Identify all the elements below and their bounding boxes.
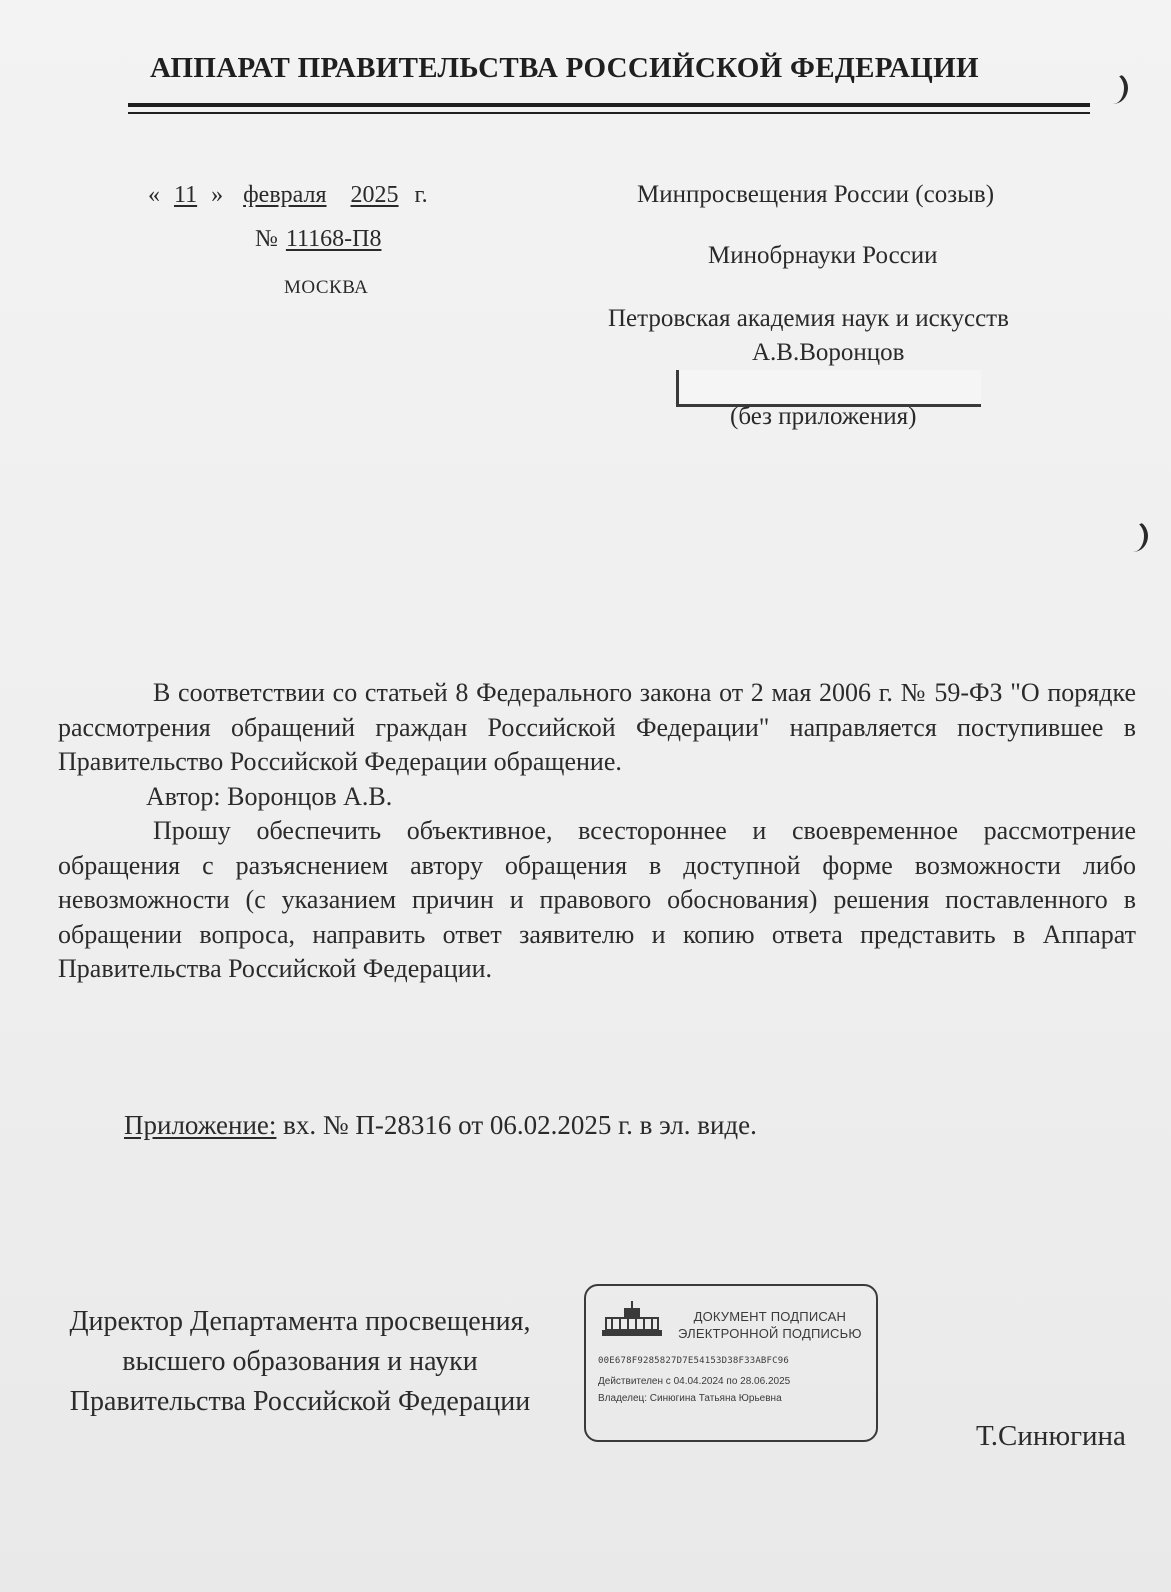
redacted-address-block xyxy=(676,370,981,407)
addressee-line: Минпросвещения России (созыв) xyxy=(637,181,995,208)
letter-body xyxy=(58,676,1136,987)
signer-name: Т.Синюгина xyxy=(976,1420,1126,1452)
stamp-validity: Действителен с 04.04.2024 по 28.06.2025 xyxy=(598,1376,791,1387)
appendix-label: Приложение: xyxy=(124,1110,277,1140)
date-month: февраля xyxy=(243,182,327,208)
binder-hole-mark xyxy=(1118,520,1148,552)
document-number: № 11168-П8 xyxy=(255,226,382,252)
government-building-icon xyxy=(600,1300,664,1340)
stamp-title: ДОКУМЕНТ ПОДПИСАН ЭЛЕКТРОННОЙ ПОДПИСЬЮ xyxy=(678,1309,862,1341)
stamp-certificate: 00E678F9285827D7E54153D38F33ABFC96 xyxy=(598,1356,790,1366)
binder-hole-mark xyxy=(1098,72,1128,104)
signer-position: Директор Департамента просвещения, высшего образования и науки Правительства Российской Федерации xyxy=(69,1306,531,1417)
date-day: 11 xyxy=(174,182,198,208)
appendix-line xyxy=(124,1110,757,1141)
addressee-note: (без приложения) xyxy=(730,403,917,430)
addressee-line: Петровская академия наук и искусств xyxy=(608,305,1009,332)
document-city: МОСКВА xyxy=(284,277,369,298)
header-rule-thick xyxy=(128,103,1090,107)
body-paragraph: В соответствии со статьей 8 Федерального закона от 2 мая 2006 г. № 59-ФЗ "О порядке рассмотрения обращений граждан Российской Федерации" направляется поступившее в Правительство Российской Федерации обращение. xyxy=(58,678,1136,776)
appendix-text: вх. № П-28316 от 06.02.2025 г. в эл. виде. xyxy=(283,1110,757,1140)
addressee-line: Минобрнауки России xyxy=(708,242,938,269)
organization-header: АППАРАТ ПРАВИТЕЛЬСТВА РОССИЙСКОЙ ФЕДЕРАЦИИ xyxy=(150,52,979,84)
addressee-line: А.В.Воронцов xyxy=(752,339,905,366)
document-date: « 11 » февраля 2025 г. xyxy=(148,182,428,208)
electronic-signature-stamp xyxy=(584,1284,878,1442)
header-rule-thin xyxy=(128,112,1090,114)
stamp-owner: Владелец: Синюгина Татьяна Юрьевна xyxy=(598,1393,782,1404)
author-line: Автор: Воронцов А.В. xyxy=(146,781,393,811)
body-paragraph: Прошу обеспечить объективное, всестороннее и своевременное рассмотрение обращения с разъяснением автору обращения в доступной форме возможности либо невозможности (с указанием причин и правового обоснования) решения поставленного в обращении вопроса, направить ответ заявителю и копию ответа представить в Аппарат Правительства Российской Федерации. xyxy=(58,816,1136,983)
date-year: 2025 xyxy=(350,182,399,208)
